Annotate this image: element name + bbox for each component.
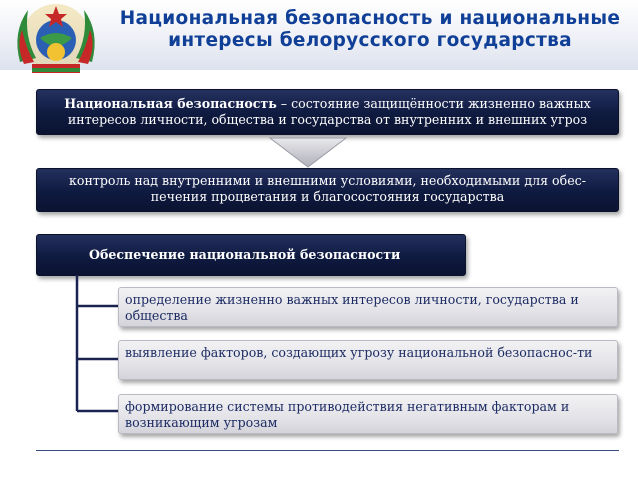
control-text: контроль над внутренними и внешними условиями, необходимыми для обес-печения процветания и благосостояния государства: [69, 173, 586, 204]
list-item: [118, 394, 618, 434]
definition-term: Национальная безопасность: [64, 96, 277, 111]
definition-box: [36, 89, 619, 135]
list-item-text: формирование системы противодействия негативным факторам и возникающим угрозам: [125, 399, 570, 430]
definition-text: – состояние защищённости жизненно важных интересов личности, общества и государства от внутренних и внешних угроз: [67, 96, 591, 127]
belarus-coat-of-arms-icon: [6, 2, 106, 80]
list-item-text: выявление факторов, создающих угрозу национальной безопаснос-ти: [125, 345, 593, 360]
title-line-2: интересы белорусского государства: [168, 30, 572, 51]
control-box: [36, 168, 619, 212]
page-title: [110, 8, 630, 52]
title-line-1: Национальная безопасность и национальные: [119, 8, 621, 29]
list-item: [118, 340, 618, 380]
footer-divider: [36, 450, 619, 451]
ensuring-title: Обеспечение национальной безопасности: [89, 247, 401, 262]
down-arrow-icon: [268, 136, 348, 168]
list-item-text: определение жизненно важных интересов личности, государства и общества: [125, 292, 579, 323]
header-banner: [0, 0, 638, 70]
list-item: [118, 287, 618, 327]
